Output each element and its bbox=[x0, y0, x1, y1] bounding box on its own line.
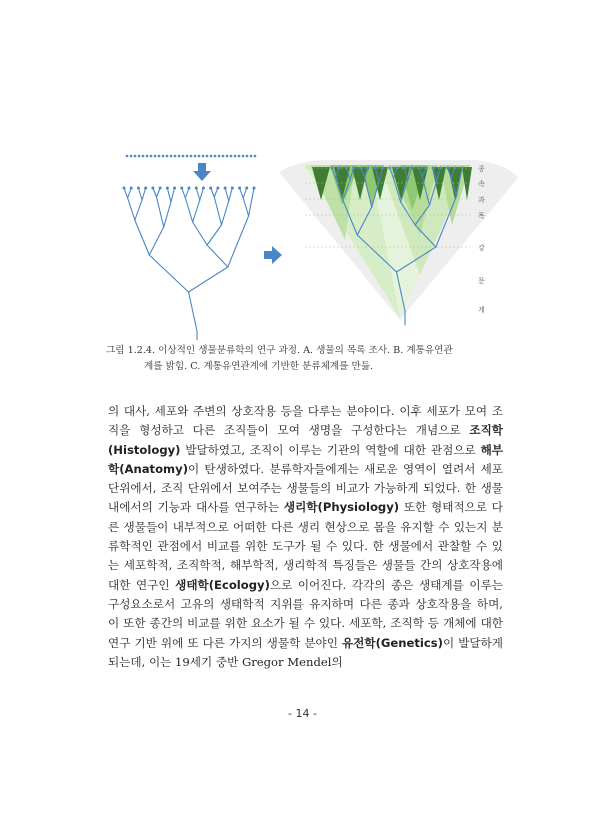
key-term: 생리학(Physiology) bbox=[283, 500, 400, 515]
phylogeny-figure bbox=[0, 0, 605, 340]
species-dot bbox=[178, 155, 181, 158]
species-dot bbox=[142, 155, 145, 158]
text-run: 이 발달하게 되는데, 이는 19세기 중반 Gregor Mendel의 bbox=[108, 635, 503, 669]
species-dot bbox=[254, 155, 257, 158]
species-dot bbox=[214, 155, 217, 158]
species-dot bbox=[210, 155, 213, 158]
species-dot bbox=[246, 155, 249, 158]
caption-line-2: 계를 밝힘. C. 계통유연관계에 기반한 분류체계를 만듦. bbox=[144, 361, 374, 372]
rank-label: 목 bbox=[478, 212, 485, 220]
species-dot bbox=[250, 155, 253, 158]
species-dot bbox=[166, 155, 169, 158]
species-dot bbox=[150, 155, 153, 158]
species-dot bbox=[198, 155, 201, 158]
species-dot bbox=[238, 155, 241, 158]
species-dot bbox=[234, 155, 237, 158]
caption-line-1: 그림 1.2.4. 이상적인 생물분류학의 연구 과정. A. 생물의 목록 조사. B. 계통유연관 bbox=[106, 345, 453, 356]
rank-label: 과 bbox=[478, 196, 485, 204]
species-dot bbox=[174, 155, 177, 158]
body-paragraph bbox=[108, 402, 503, 672]
species-dot bbox=[134, 155, 137, 158]
rank-label: 속 bbox=[478, 180, 485, 188]
species-dot bbox=[186, 155, 189, 158]
text-run: 의 대사, 세포와 주변의 상호작용 등을 다루는 분야이다. 이후 세포가 모여 조직을 형성하고 다른 조직들이 모여 생명을 구성한다는 개념으로 bbox=[108, 404, 503, 438]
page-number: - 14 - bbox=[288, 707, 317, 720]
rank-labels bbox=[478, 164, 485, 314]
species-dot bbox=[170, 155, 173, 158]
species-dot bbox=[154, 155, 157, 158]
down-arrow-icon bbox=[193, 163, 211, 181]
text-run: 또한 형태적으로 다른 생물들이 내부적으로 어떠한 다른 생리 현상으로 몸을 유지할 수 있는지 분류학적인 관점에서 비교를 위한 도구가 될 수 있다. 한 생물에서 관찰할 수 있는 세포학적, 조직학적, 해부학적, 생리학적 특징들은 생물들 간의 상호작용에 대한 연구인 bbox=[108, 500, 503, 592]
text-run: 으로 이어진다. 각각의 종은 생태계를 이루는 구성요소로서 고유의 생태학적 지위를 유지하며 다른 종과 상호작용을 하며, 이 또한 종간의 비교를 위한 요소가 될 수 있다. 세포학, 조직학 등 개체에 대한 연구 기반 위에 또 다른 가지의 생물학 분야인 bbox=[108, 577, 503, 650]
species-dot bbox=[162, 155, 165, 158]
species-dot bbox=[194, 155, 197, 158]
species-dot bbox=[206, 155, 209, 158]
rank-label: 강 bbox=[478, 244, 485, 252]
species-dot bbox=[126, 155, 129, 158]
key-term: 유전학(Genetics) bbox=[341, 635, 443, 650]
key-term: 생태학(Ecology) bbox=[175, 577, 270, 592]
species-dot bbox=[130, 155, 133, 158]
species-dot bbox=[202, 155, 205, 158]
key-term: 해부학(Anatomy) bbox=[108, 442, 503, 476]
species-dot bbox=[230, 155, 233, 158]
species-dot bbox=[222, 155, 225, 158]
phylogenetic-tree bbox=[123, 187, 256, 341]
right-arrow-icon bbox=[264, 246, 282, 264]
species-dot bbox=[242, 155, 245, 158]
rank-label: 계 bbox=[478, 306, 485, 314]
rank-label: 문 bbox=[478, 277, 485, 285]
species-list-dots bbox=[126, 155, 257, 158]
text-run: 이 탄생하였다. 분류학자들에게는 새로운 영역이 열려서 세포 단위에서, 조직 단위에서 보여주는 생물들의 비교가 가능하게 되었다. 한 생물 내에서의 기능과 대사를 연구하는 bbox=[108, 461, 503, 515]
species-dot bbox=[146, 155, 149, 158]
species-dot bbox=[218, 155, 221, 158]
species-dot bbox=[226, 155, 229, 158]
species-dot bbox=[158, 155, 161, 158]
key-term: 조직학(Histology) bbox=[108, 423, 503, 457]
text-run: 발달하였고, 조직이 이루는 기관의 역할에 대한 관점으로 bbox=[180, 442, 481, 457]
figure-caption bbox=[106, 343, 506, 375]
species-dot bbox=[138, 155, 141, 158]
species-dot bbox=[182, 155, 185, 158]
rank-label: 종 bbox=[478, 165, 485, 173]
species-dot bbox=[190, 155, 193, 158]
